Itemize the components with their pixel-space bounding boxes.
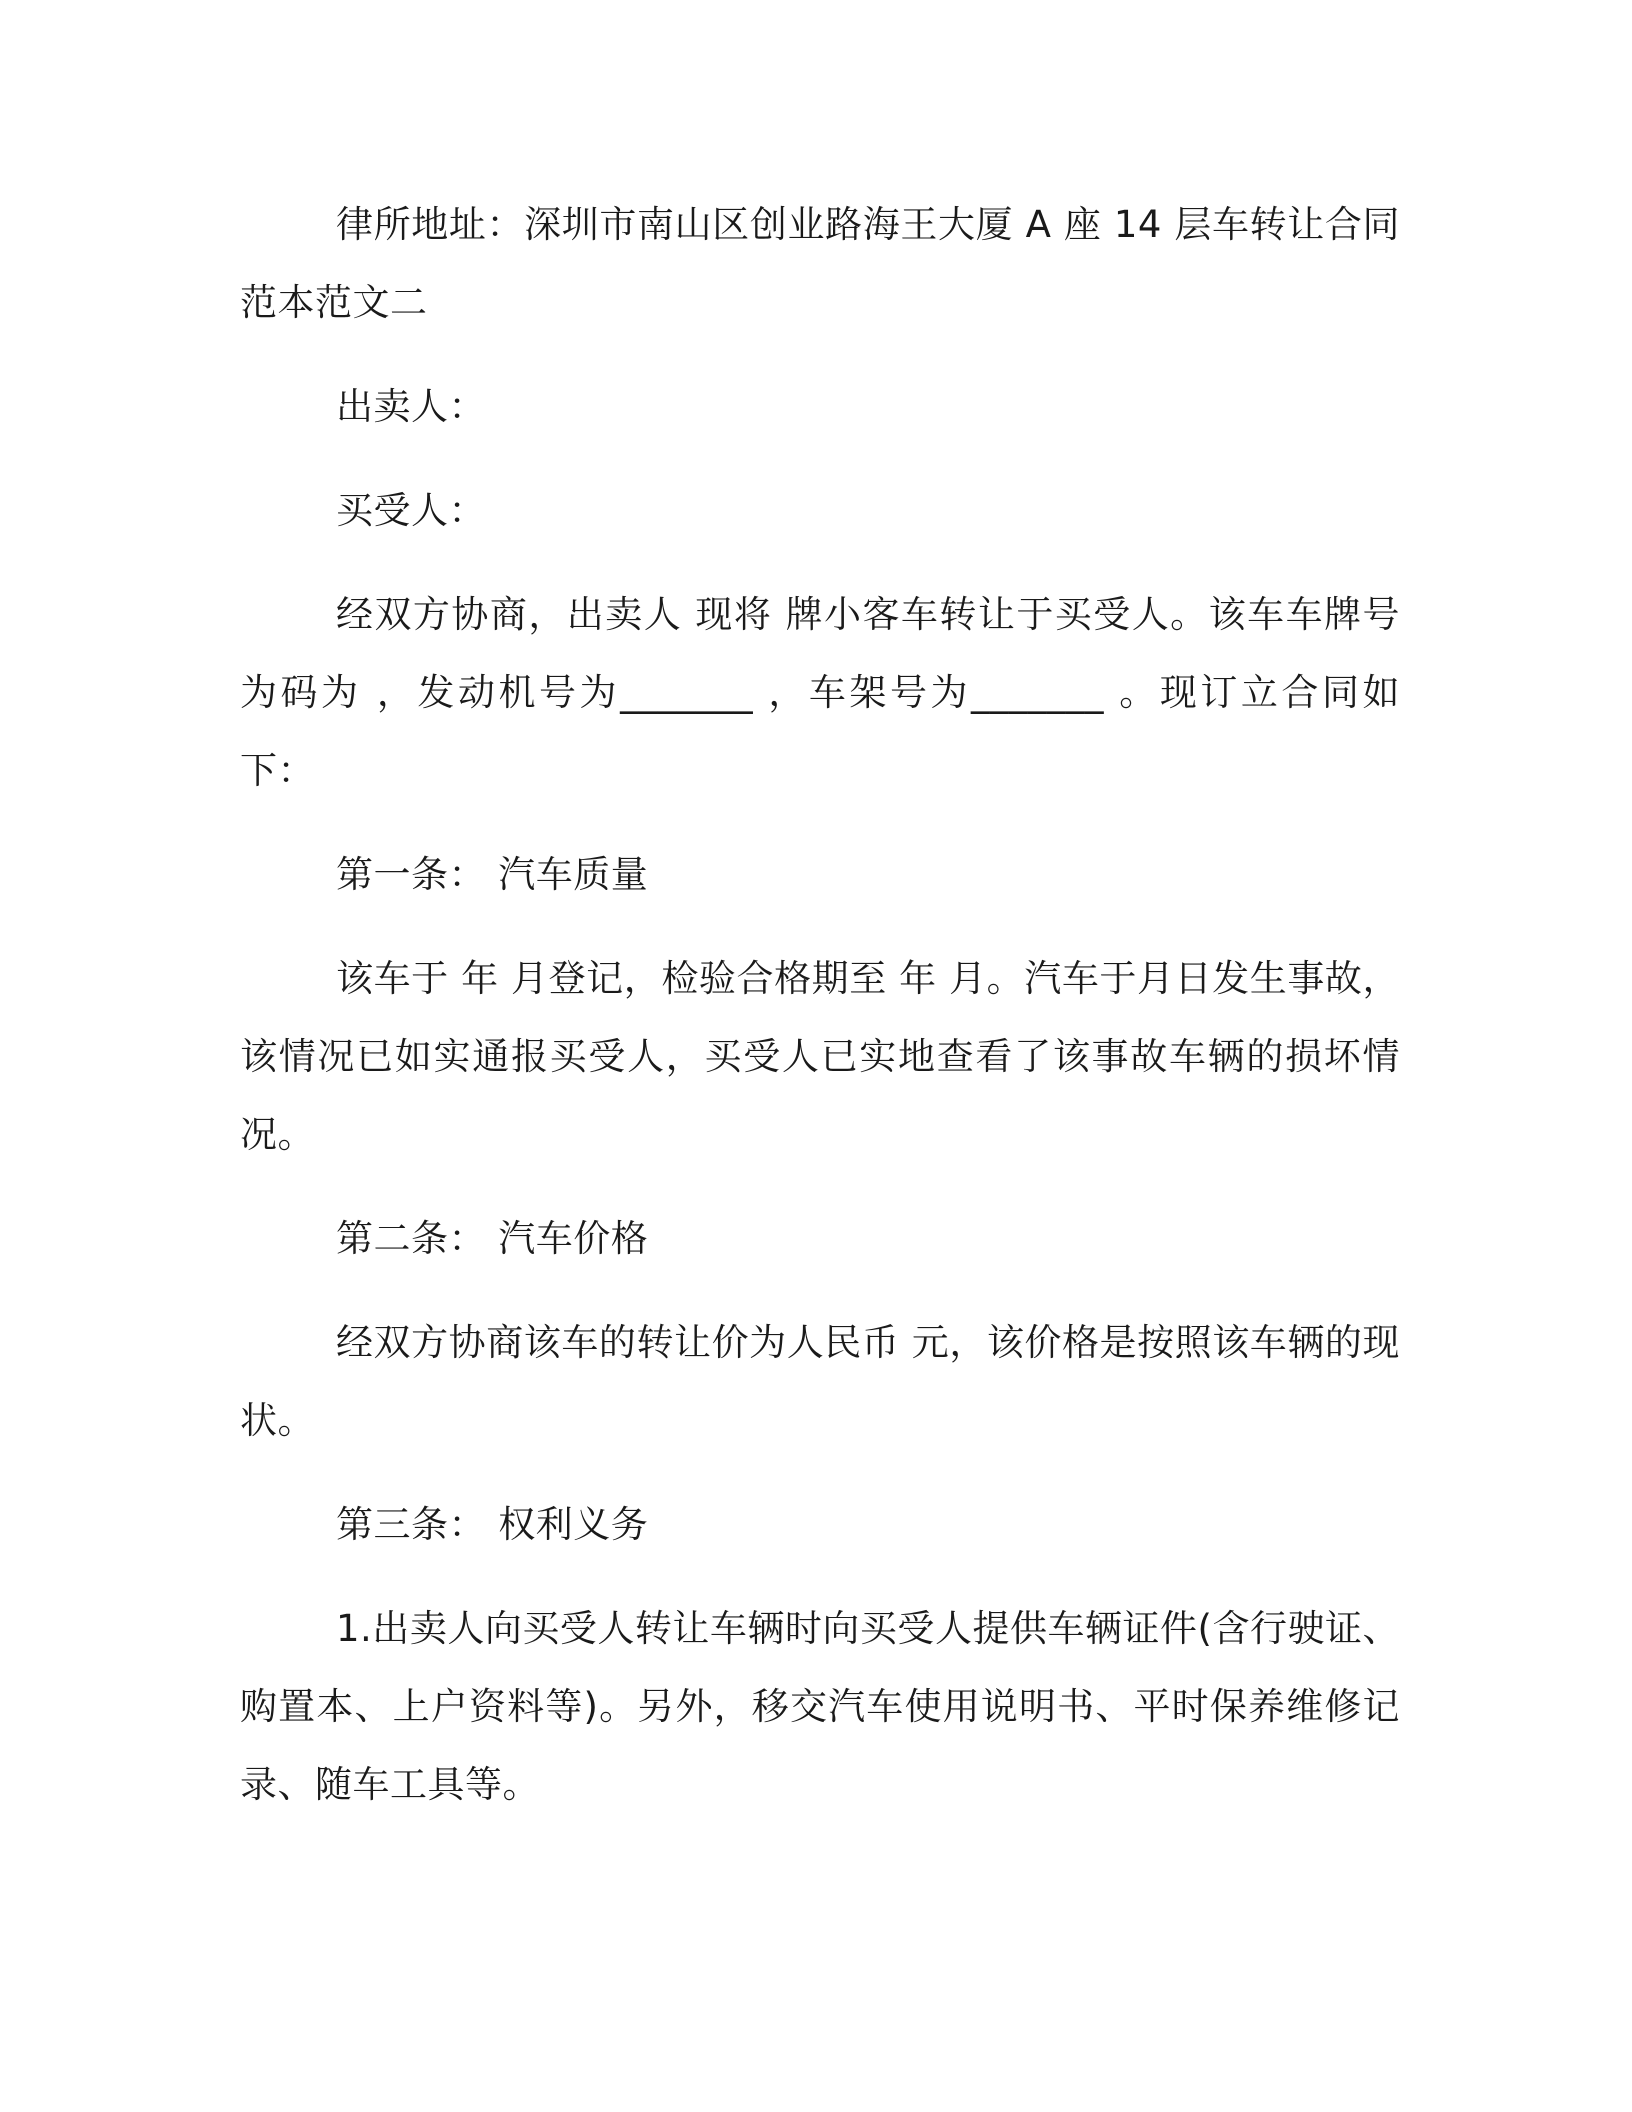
seller-line: 出卖人： <box>336 385 486 428</box>
article-2-paragraph: 经双方协商该车的转让价为人民币 元，该价格是按照该车辆的现状。 <box>240 1321 1400 1442</box>
article-3-heading: 第三条： 权利义务 <box>336 1503 649 1546</box>
article-2-heading: 第二条： 汽车价格 <box>336 1217 649 1260</box>
buyer-line: 买受人： <box>336 489 486 532</box>
article-1-heading: 第一条： 汽车质量 <box>336 853 649 896</box>
document-body <box>240 186 1400 1850</box>
article-1-paragraph: 该车于 年 月登记，检验合格期至 年 月。汽车于月日发生事故，该情况已如实通报买受人，买受人已实地查看了该事故车辆的损坏情况。 <box>240 957 1400 1156</box>
article-3-item-1-paragraph: 1.出卖人向买受人转让车辆时向买受人提供车辆证件(含行驶证、购置本、上户资料等)。另外，移交汽车使用说明书、平时保养维修记录、随车工具等。 <box>240 1607 1400 1806</box>
firm-address-paragraph: 律所地址：深圳市南山区创业路海王大厦 A 座 14 层车转让合同范本范文二 <box>240 203 1400 324</box>
intro-paragraph: 经双方协商，出卖人 现将 牌小客车转让于买受人。该车车牌号为码为 ，发动机号为_______ ，车架号为_______ 。现订立合同如下： <box>240 593 1400 792</box>
